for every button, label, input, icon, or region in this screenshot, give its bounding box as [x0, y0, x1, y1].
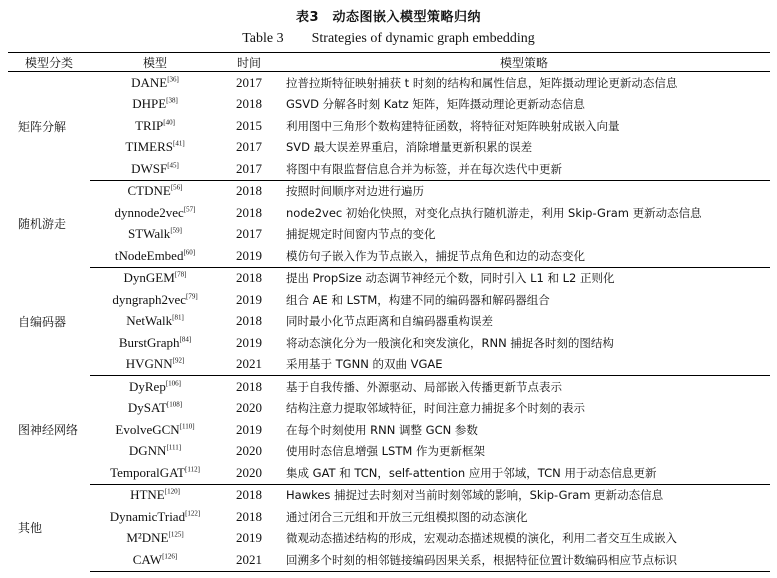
model-cell [90, 549, 220, 571]
model-cell [90, 419, 220, 441]
strategy-cell: 按照时间顺序对边进行遍历 [286, 184, 424, 199]
table-row [8, 398, 770, 420]
table-row [8, 332, 770, 354]
table-row [8, 462, 770, 484]
year-cell: 2020 [236, 400, 262, 416]
reference-number: [79] [185, 292, 198, 301]
category-cell: 图神经网络 [18, 423, 79, 438]
table-title-chinese: 表3 动态图嵌入模型策略归纳 [295, 10, 482, 25]
strategy-cell: 将动态演化分为一般演化和突发演化，RNN 捕捉各时刻的图结构 [286, 335, 614, 350]
model-cell [90, 332, 220, 354]
strategy-cell: Hawkes 捕捉过去时刻对当前时刻邻域的影响，Skip-Gram 更新动态信息 [286, 488, 664, 503]
reference-number: [38] [166, 96, 178, 105]
model-name: dyngraph2vec [112, 291, 186, 307]
year-cell: 2018 [236, 270, 262, 286]
table-row [8, 115, 770, 137]
strategy-cell: SVD 最大误差界重启，消除增量更新积累的误差 [286, 140, 533, 155]
reference-number: [57] [183, 205, 196, 214]
strategy-cell: 同时最小化节点距离和自编码器重构误差 [286, 314, 493, 329]
strategy-cell: 回溯多个时刻的相邻链接编码因果关系，根据特征位置计数编码相应节点标识 [278, 549, 770, 571]
model-cell [90, 137, 220, 159]
year-cell: 2020 [236, 443, 262, 459]
model-cell [90, 354, 220, 376]
model-name: DynamicTriad [109, 508, 186, 524]
strategy-cell: 采用基于 TGNN 的双曲 VGAE [278, 354, 770, 376]
strategy-cell: 微观动态描述结构的形成，宏观动态描述规模的演化，利用二者交互生成嵌入 [286, 531, 677, 546]
category-cell: 矩阵分解 [18, 119, 67, 134]
table-row [8, 158, 770, 180]
category-cell: 其他 [18, 521, 43, 535]
model-name: CTDNE [127, 183, 171, 199]
model-cell [90, 441, 220, 463]
year-cell: 2018 [236, 508, 262, 524]
reference-number: [112] [185, 465, 200, 474]
reference-number: [110] [179, 422, 195, 431]
reference-number: [40] [163, 118, 175, 127]
model-name: BurstGraph [118, 334, 180, 350]
model-name: dynnode2vec [114, 204, 184, 220]
strategy-cell: 使用时态信息增强 LSTM 作为更新框架 [286, 444, 485, 459]
year-cell: 2019 [236, 421, 262, 437]
year-cell: 2018 [236, 487, 262, 503]
strategy-cell: 组合 AE 和 LSTM，构建不同的编码器和解码器组合 [286, 292, 550, 307]
table-row [8, 224, 770, 246]
table-row [8, 202, 770, 224]
year-cell: 2018 [236, 378, 262, 394]
reference-number: [81] [172, 313, 184, 322]
year-cell: 2019 [220, 245, 278, 267]
model-cell [90, 311, 220, 333]
year-cell: 2017 [236, 139, 262, 155]
model-name: STWalk [128, 226, 171, 242]
reference-number: [108] [166, 400, 183, 409]
reference-number: [56] [170, 183, 183, 192]
model-name: tNodeEmbed [114, 247, 184, 263]
model-name: NetWalk [126, 313, 173, 329]
table-row [8, 289, 770, 311]
strategy-cell: 结构注意力提取邻域特征，时间注意力捕捉多个时刻的表示 [286, 401, 585, 416]
reference-number: [120] [164, 487, 180, 496]
table-header-row [8, 53, 770, 72]
model-name: TIMERS [125, 139, 173, 155]
model-cell [90, 180, 220, 202]
year-cell: 2019 [236, 530, 262, 546]
model-cell [90, 202, 220, 224]
table-row [8, 354, 770, 376]
table-row [8, 137, 770, 159]
year-cell: 2021 [220, 549, 278, 571]
table-row [8, 528, 770, 550]
model-name: DynGEM [123, 270, 175, 286]
model-cell [90, 94, 220, 116]
table-row [8, 376, 770, 398]
reference-number: [36] [167, 75, 179, 84]
model-cell [90, 484, 220, 506]
year-cell: 2018 [236, 204, 262, 220]
model-cell [90, 289, 220, 311]
table-row [8, 484, 770, 506]
strategy-cell: 利用图中三角形个数构建特征函数，将特征对矩阵映射成嵌入向量 [286, 118, 620, 133]
strategy-cell: 将图中有限监督信息合并为标签，并在每次迭代中更新 [278, 158, 770, 180]
category-cell: 自编码器 [18, 314, 67, 329]
model-cell [90, 398, 220, 420]
reference-number: [59] [170, 226, 182, 235]
model-cell [90, 462, 220, 484]
model-name: M²DNE [126, 530, 169, 546]
reference-number: [78] [174, 270, 187, 279]
strategy-cell: 模仿句子嵌入作为节点嵌入，捕捉节点角色和边的动态变化 [278, 245, 770, 267]
reference-number: [60] [183, 248, 196, 257]
table-row [8, 72, 770, 94]
model-name: DANE [131, 74, 168, 90]
model-name: DGNN [128, 443, 167, 459]
strategy-cell: node2vec 初始化快照，对变化点执行随机游走，利用 Skip-Gram 更新动态信息 [286, 205, 702, 220]
header-category: 模型分类 [8, 53, 90, 72]
table-row [8, 441, 770, 463]
year-cell: 2019 [236, 291, 262, 307]
strategy-cell: 集成 GAT 和 TCN，self-attention 应用于邻域，TCN 用于动态信息更新 [278, 462, 770, 484]
reference-number: [41] [173, 139, 185, 148]
model-cell [90, 528, 220, 550]
table-row [8, 419, 770, 441]
year-cell: 2018 [236, 183, 262, 199]
reference-number: [45] [167, 161, 179, 170]
model-name: DWSF [131, 160, 168, 176]
table-body [8, 72, 770, 572]
year-cell: 2017 [236, 226, 262, 242]
strategy-cell: 提出 PropSize 动态调节神经元个数，同时引入 L1 和 L2 正则化 [286, 271, 615, 286]
header-year: 时间 [220, 53, 278, 72]
header-strategy: 模型策略 [278, 53, 770, 72]
category-cell: 随机游走 [18, 217, 67, 231]
model-cell [90, 158, 220, 180]
table-row [8, 180, 770, 202]
table-row [8, 94, 770, 116]
model-name: DySAT [127, 400, 167, 416]
model-cell [90, 506, 220, 528]
model-name: HVGNN [125, 356, 173, 372]
model-name: DHPE [132, 96, 167, 112]
reference-number: [92] [172, 356, 185, 365]
year-cell: 2018 [236, 96, 262, 112]
model-cell [90, 72, 220, 94]
strategy-cell: 在每个时刻使用 RNN 调整 GCN 参数 [286, 422, 478, 437]
header-model: 模型 [90, 53, 220, 72]
reference-number: [111] [166, 443, 182, 452]
strategy-cell: 拉普拉斯特征映射捕获 t 时刻的结构和属性信息，矩阵摄动理论更新动态信息 [286, 75, 678, 90]
year-cell: 2018 [236, 313, 262, 329]
table-row [8, 245, 770, 267]
model-name: DyRep [128, 378, 166, 394]
year-cell: 2017 [220, 158, 278, 180]
strategy-cell: 通过闭合三元组和开放三元组模拟图的动态演化 [286, 509, 528, 524]
table-row [8, 549, 770, 571]
table-row [8, 311, 770, 333]
table-title-english: Table 3 Strategies of dynamic graph embedding [242, 31, 535, 46]
year-cell: 2019 [236, 334, 262, 350]
reference-number: [84] [179, 335, 192, 344]
year-cell: 2017 [236, 74, 262, 90]
model-name: HTNE [130, 487, 165, 503]
model-cell [90, 376, 220, 398]
strategy-cell: 捕捉规定时间窗内节点的变化 [286, 227, 436, 242]
model-name: EvolveGCN [115, 421, 180, 437]
reference-number: [125] [168, 530, 184, 539]
table-row [8, 506, 770, 528]
strategy-cell: GSVD 分解各时刻 Katz 矩阵，矩阵摄动理论更新动态信息 [286, 97, 585, 112]
reference-number: [126] [162, 552, 178, 561]
model-cell [90, 245, 220, 267]
reference-number: [122] [185, 509, 201, 518]
model-name: CAW [132, 551, 163, 567]
model-name: TRIP [135, 117, 164, 133]
model-cell [90, 267, 220, 289]
strategy-cell: 基于自我传播、外源驱动、局部嵌入传播更新节点表示 [286, 379, 562, 394]
model-cell [90, 224, 220, 246]
year-cell: 2015 [236, 117, 262, 133]
year-cell: 2021 [220, 354, 278, 376]
year-cell: 2020 [220, 462, 278, 484]
reference-number: [106] [165, 379, 181, 388]
model-name: TemporalGAT [110, 464, 185, 480]
strategies-table [8, 52, 770, 572]
table-row [8, 267, 770, 289]
model-cell [90, 115, 220, 137]
